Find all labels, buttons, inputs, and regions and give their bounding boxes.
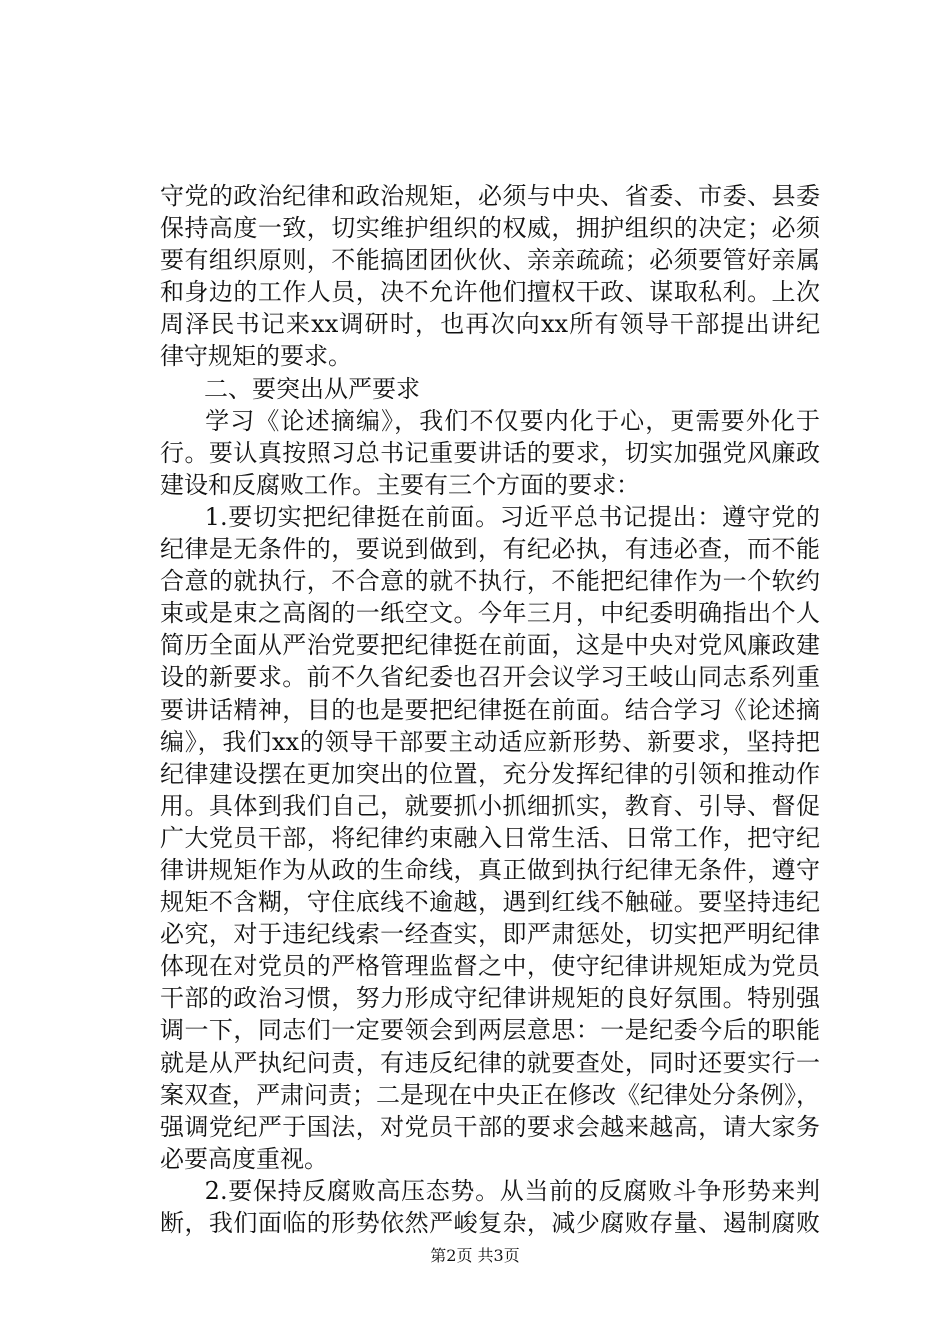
- text-line: 调一下，同志们一定要领会到两层意思：一是纪委今后的职能: [160, 1016, 820, 1045]
- text-line: 周泽民书记来xx调研时，也再次向xx所有领导干部提出讲纪: [160, 310, 820, 339]
- text-line: 强调党纪严于国法，对党员干部的要求会越来越高，请大家务: [160, 1112, 820, 1141]
- text-line: 用。具体到我们自己，就要抓小抓细抓实，教育、引导、督促: [160, 791, 820, 820]
- text-line: 必要高度重视。: [160, 1144, 328, 1173]
- text-line: 1.要切实把纪律挺在前面。习近平总书记提出：遵守党的: [180, 502, 820, 531]
- text-line: 规矩不含糊，守住底线不逾越，遇到红线不触碰。要坚持违纪: [160, 888, 820, 917]
- text-line: 二、要突出从严要求: [180, 374, 420, 403]
- text-line: 简历全面从严治党要把纪律挺在前面，这是中央对党风廉政建: [160, 631, 820, 660]
- page-footer: 第2页 共3页: [430, 1246, 520, 1265]
- text-line: 守党的政治纪律和政治规矩，必须与中央、省委、市委、县委: [160, 182, 820, 210]
- text-line: 律讲规矩作为从政的生命线，真正做到执行纪律无条件，遵守: [160, 855, 820, 884]
- text-line: 要有组织原则，不能搞团团伙伙、亲亲疏疏；必须要管好亲属: [160, 246, 820, 275]
- text-line: 就是从严执纪问责，有违反纪律的就要查处，同时还要实行一: [160, 1048, 820, 1077]
- text-line: 断，我们面临的形势依然严峻复杂，减少腐败存量、遏制腐败: [160, 1209, 820, 1237]
- text-line: 学习《论述摘编》，我们不仅要内化于心，更需要外化于: [180, 406, 820, 435]
- text-line: 行。要认真按照习总书记重要讲话的要求，切实加强党风廉政: [160, 438, 820, 467]
- text-line: 编》，我们xx的领导干部要主动适应新形势、新要求，坚持把: [160, 727, 820, 756]
- text-line: 要讲话精神，目的也是要把纪律挺在前面。结合学习《论述摘: [160, 695, 820, 724]
- text-line: 建设和反腐败工作。主要有三个方面的要求：: [160, 470, 640, 499]
- text-line: 纪律建设摆在更加突出的位置，充分发挥纪律的引领和推动作: [160, 759, 820, 788]
- text-line: 干部的政治习惯，努力形成守纪律讲规矩的良好氛围。特别强: [160, 984, 820, 1013]
- text-line: 律守规矩的要求。: [160, 342, 352, 371]
- text-line: 必究，对于违纪线索一经查实，即严肃惩处，切实把严明纪律: [160, 920, 820, 949]
- text-line: 案双查，严肃问责；二是现在中央正在修改《纪律处分条例》，: [160, 1080, 820, 1109]
- text-line: 2.要保持反腐败高压态势。从当前的反腐败斗争形势来判: [180, 1176, 820, 1205]
- text-line: 和身边的工作人员，决不允许他们擅权干政、谋取私利。上次: [160, 278, 820, 307]
- text-line: 合意的就执行，不合意的就不执行，不能把纪律作为一个软约: [160, 567, 820, 596]
- text-line: 束或是束之高阁的一纸空文。今年三月，中纪委明确指出个人: [160, 599, 820, 628]
- document-body: [160, 180, 820, 1239]
- text-line: 体现在对党员的严格管理监督之中，使守纪律讲规矩成为党员: [160, 952, 820, 981]
- text-line: 设的新要求。前不久省纪委也召开会议学习王岐山同志系列重: [160, 663, 820, 692]
- text-line: 纪律是无条件的，要说到做到，有纪必执，有违必查，而不能: [160, 535, 820, 564]
- text-line: 广大党员干部，将纪律约束融入日常生活、日常工作，把守纪: [160, 823, 820, 852]
- text-line: 保持高度一致，切实维护组织的权威，拥护组织的决定；必须: [160, 214, 820, 243]
